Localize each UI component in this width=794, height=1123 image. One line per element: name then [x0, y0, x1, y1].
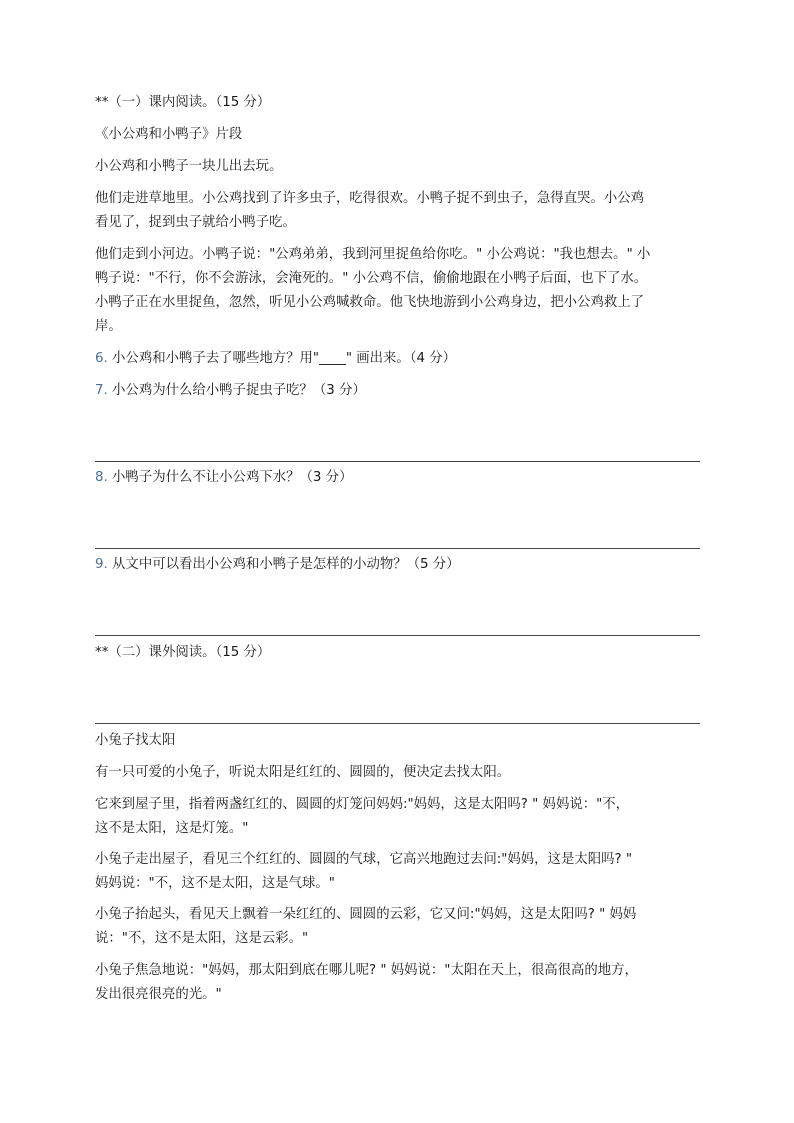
passage2-paragraph-5 — [95, 959, 701, 1007]
paragraph-line: 小兔子焦急地说："妈妈，那太阳到底在哪儿呢? " 妈妈说："太阳在天上，很高很高的地方， — [95, 963, 638, 978]
question-text: 从文中可以看出小公鸡和小鸭子是怎样的小动物？（5 分） — [112, 557, 460, 572]
paragraph-line: 鸭子说："不行，你不会游泳，会淹死的。" 小公鸡不信，偷偷地跟在小鸭子后面，也下了水。 — [95, 271, 648, 286]
question-7 — [95, 379, 701, 403]
answer-line-9[interactable] — [95, 635, 700, 636]
question-8 — [95, 466, 701, 490]
paragraph-line: 他们走进草地里。小公鸡找到了许多虫子，吃得很欢。小鸭子捉不到虫子，急得直哭。小公鸡 — [95, 191, 645, 206]
question-number: 7. — [95, 383, 108, 398]
passage1-paragraph-1: 小公鸡和小鸭子一块儿出去玩。 — [95, 159, 283, 174]
paragraph-line: 小鸭子正在水里捉鱼，忽然，听见小公鸡喊救命。他飞快地游到小公鸡身边，把小公鸡救上了 — [95, 295, 645, 310]
paragraph-line: 他们走到小河边。小鸭子说："公鸡弟弟，我到河里捉鱼给你吃。" 小公鸡说："我也想去。" 小 — [95, 247, 651, 262]
question-number: 6. — [95, 351, 108, 366]
question-text: 小鸭子为什么不让小公鸡下水？（3 分） — [112, 470, 353, 485]
section-divider — [95, 723, 700, 724]
passage1-paragraph-3 — [95, 243, 701, 339]
question-text: 小公鸡和小鸭子去了哪些地方？用"____" 画出来。（4 分） — [112, 351, 457, 366]
paragraph-line: 小兔子走出屋子，看见三个红红的、圆圆的气球，它高兴地跑过去问:"妈妈，这是太阳吗? " — [95, 852, 633, 867]
question-number: 9. — [95, 557, 108, 572]
passage2-paragraph-2 — [95, 793, 701, 841]
passage2-paragraph-3 — [95, 848, 701, 896]
paragraph-line: 岸。 — [95, 319, 122, 334]
answer-line-7[interactable] — [95, 461, 700, 462]
passage2-paragraph-1: 有一只可爱的小兔子，听说太阳是红红的、圆圆的，便决定去找太阳。 — [95, 765, 511, 780]
paragraph-line: 说："不，这不是太阳，这是云彩。" — [95, 931, 309, 946]
passage2-paragraph-4 — [95, 903, 701, 951]
answer-line-8[interactable] — [95, 548, 700, 549]
question-number: 8. — [95, 470, 108, 485]
section2-heading: **（二）课外阅读。（15 分） — [95, 645, 271, 660]
passage1-title: 《小公鸡和小鸭子》片段 — [95, 127, 243, 142]
passage2-title: 小兔子找太阳 — [95, 733, 176, 748]
paragraph-line: 看见了，捉到虫子就给小鸭子吃。 — [95, 215, 296, 230]
section1-heading: **（一）课内阅读。（15 分） — [95, 95, 271, 110]
passage1-paragraph-2 — [95, 187, 701, 235]
paragraph-line: 小兔子抬起头，看见天上飘着一朵红红的、圆圆的云彩，它又问:"妈妈，这是太阳吗? " 妈妈 — [95, 907, 637, 922]
paragraph-line: 发出很亮很亮的光。" — [95, 987, 222, 1002]
paragraph-line: 这不是太阳，这是灯笼。" — [95, 821, 249, 836]
question-6 — [95, 347, 701, 371]
question-text: 小公鸡为什么给小鸭子捉虫子吃？（3 分） — [112, 383, 366, 398]
question-9 — [95, 553, 701, 577]
paragraph-line: 妈妈说："不，这不是太阳，这是气球。" — [95, 876, 335, 891]
paragraph-line: 它来到屋子里，指着两盏红红的、圆圆的灯笼问妈妈:"妈妈，这是太阳吗? " 妈妈说："不， — [95, 797, 630, 812]
